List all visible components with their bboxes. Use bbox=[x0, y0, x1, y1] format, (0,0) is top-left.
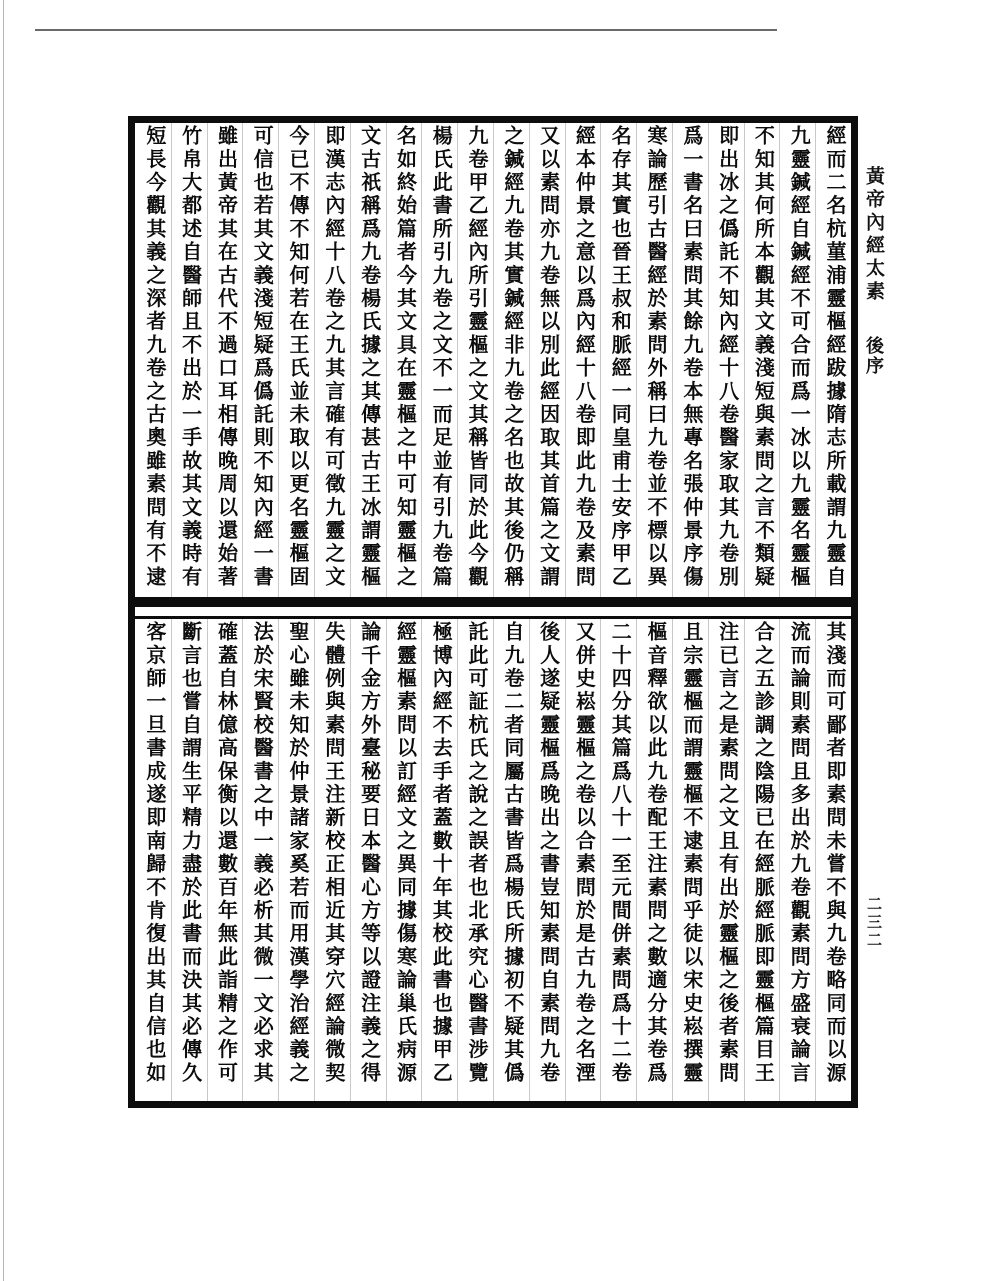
upper-text-block bbox=[135, 123, 851, 597]
text-column: 失體例與素問王注新校正相近其穿穴經論微契 bbox=[314, 619, 350, 1101]
text-column: 自九卷二者同屬古書皆爲楊氏所據初不疑其僞 bbox=[493, 619, 529, 1101]
text-column: 竹帛大都述自醫師且不出於一手故其文義時有 bbox=[171, 123, 207, 597]
text-column: 又以素問亦九卷無以別此經因取其首篇之文謂 bbox=[529, 123, 565, 597]
text-column: 可信也若其文義淺短疑爲僞託則不知內經一書 bbox=[242, 123, 278, 597]
text-column: 二十四分其篇爲八十一至元間併素問爲十二卷 bbox=[600, 619, 636, 1101]
text-column: 之鍼經九卷其實鍼經非九卷之名也故其後仍稱 bbox=[493, 123, 529, 597]
text-column: 楊氏此書所引九卷之文不一而足並有引九卷篇 bbox=[421, 123, 457, 597]
text-column: 後人遂疑靈樞爲晚出之書豈知素問自素問九卷 bbox=[529, 619, 565, 1101]
text-column: 且宗靈樞而謂靈樞不逮素問乎徒以宋史崧撰靈 bbox=[672, 619, 708, 1101]
text-column: 寒論歷引古醫經於素問外稱曰九卷並不標以異 bbox=[636, 123, 672, 597]
text-column: 名存其實也晉王叔和脈經一同皇甫士安序甲乙 bbox=[600, 123, 636, 597]
text-column: 不知其何所本觀其文義淺短與素問之言不類疑 bbox=[744, 123, 780, 597]
block-divider bbox=[135, 597, 851, 619]
text-column: 雖出黃帝其在古代不過口耳相傳晚周以還始著 bbox=[207, 123, 243, 597]
text-column: 合之五診調之陰陽已在經脈經脈即靈樞篇目王 bbox=[744, 619, 780, 1101]
folio-number: 二三二 bbox=[865, 896, 881, 950]
text-column: 論千金方外臺秘要日本醫心方等以證注義之得 bbox=[350, 619, 386, 1101]
scan-top-rule bbox=[35, 29, 777, 31]
text-column: 託此可証杭氏之說之誤者也北承究心醫書涉覽 bbox=[457, 619, 493, 1101]
text-column: 經靈樞素問以訂經文之異同據傷寒論巢氏病源 bbox=[386, 619, 422, 1101]
text-column: 聖心雖未知於仲景諸家奚若而用漢學治經義之 bbox=[278, 619, 314, 1101]
text-column: 流而論則素問且多出於九卷觀素問方盛衰論言 bbox=[779, 619, 815, 1101]
text-column: 經而二名杭菫浦靈樞經跋據隋志所載謂九靈自 bbox=[815, 123, 851, 597]
text-column: 確蓋自林億高保衡以還數百年無此詣精之作可 bbox=[207, 619, 243, 1101]
text-column: 爲一書名曰素問其餘九卷本無專名張仲景序傷 bbox=[672, 123, 708, 597]
lower-text-block bbox=[135, 619, 851, 1101]
text-frame bbox=[128, 116, 858, 1108]
text-column: 極博內經不去手者蓋數十年其校此書也據甲乙 bbox=[421, 619, 457, 1101]
text-column: 九卷甲乙經內所引靈樞之文其稱皆同於此今觀 bbox=[457, 123, 493, 597]
text-column: 名如終始篇者今其文具在靈樞之中可知靈樞之 bbox=[386, 123, 422, 597]
text-column: 斷言也嘗自謂生平精力盡於此書而決其必傳久 bbox=[171, 619, 207, 1101]
text-column: 又併史崧靈樞之卷以合素問於是古九卷之名湮 bbox=[565, 619, 601, 1101]
text-column: 即出冰之僞託不知內經十八卷醫家取其九卷別 bbox=[708, 123, 744, 597]
text-column: 短長今觀其義之深者九卷之古奧雖素問有不逮 bbox=[142, 125, 165, 589]
text-column: 客京師一旦書成遂即南歸不肯復出其自信也如 bbox=[142, 621, 165, 1085]
margin-book-title: 黃帝內經太素 bbox=[863, 166, 884, 304]
text-column: 其淺而可鄙者即素問未嘗不與九卷略同而以源 bbox=[815, 619, 851, 1101]
text-column: 九靈鍼經自鍼經不可合而爲一冰以九靈名靈樞 bbox=[779, 123, 815, 597]
text-column: 文古祇稱爲九卷楊氏據之其傳甚古王冰謂靈樞 bbox=[350, 123, 386, 597]
text-column: 樞音釋欲以此九卷配王注素問之數適分其卷爲 bbox=[636, 619, 672, 1101]
text-column: 法於宋賢校醫書之中一義必析其微一文必求其 bbox=[242, 619, 278, 1101]
scan-edge-line bbox=[3, 0, 4, 1281]
margin-section-label: 後序 bbox=[864, 336, 884, 376]
text-column: 即漢志內經十八卷之九其言確有可徵九靈之文 bbox=[314, 123, 350, 597]
text-column: 經本仲景之意以爲內經十八卷即此九卷及素問 bbox=[565, 123, 601, 597]
text-column: 注已言之是素問之文且有出於靈樞之後者素問 bbox=[708, 619, 744, 1101]
text-column: 今已不傳不知何若在王氏並未取以更名靈樞固 bbox=[278, 123, 314, 597]
